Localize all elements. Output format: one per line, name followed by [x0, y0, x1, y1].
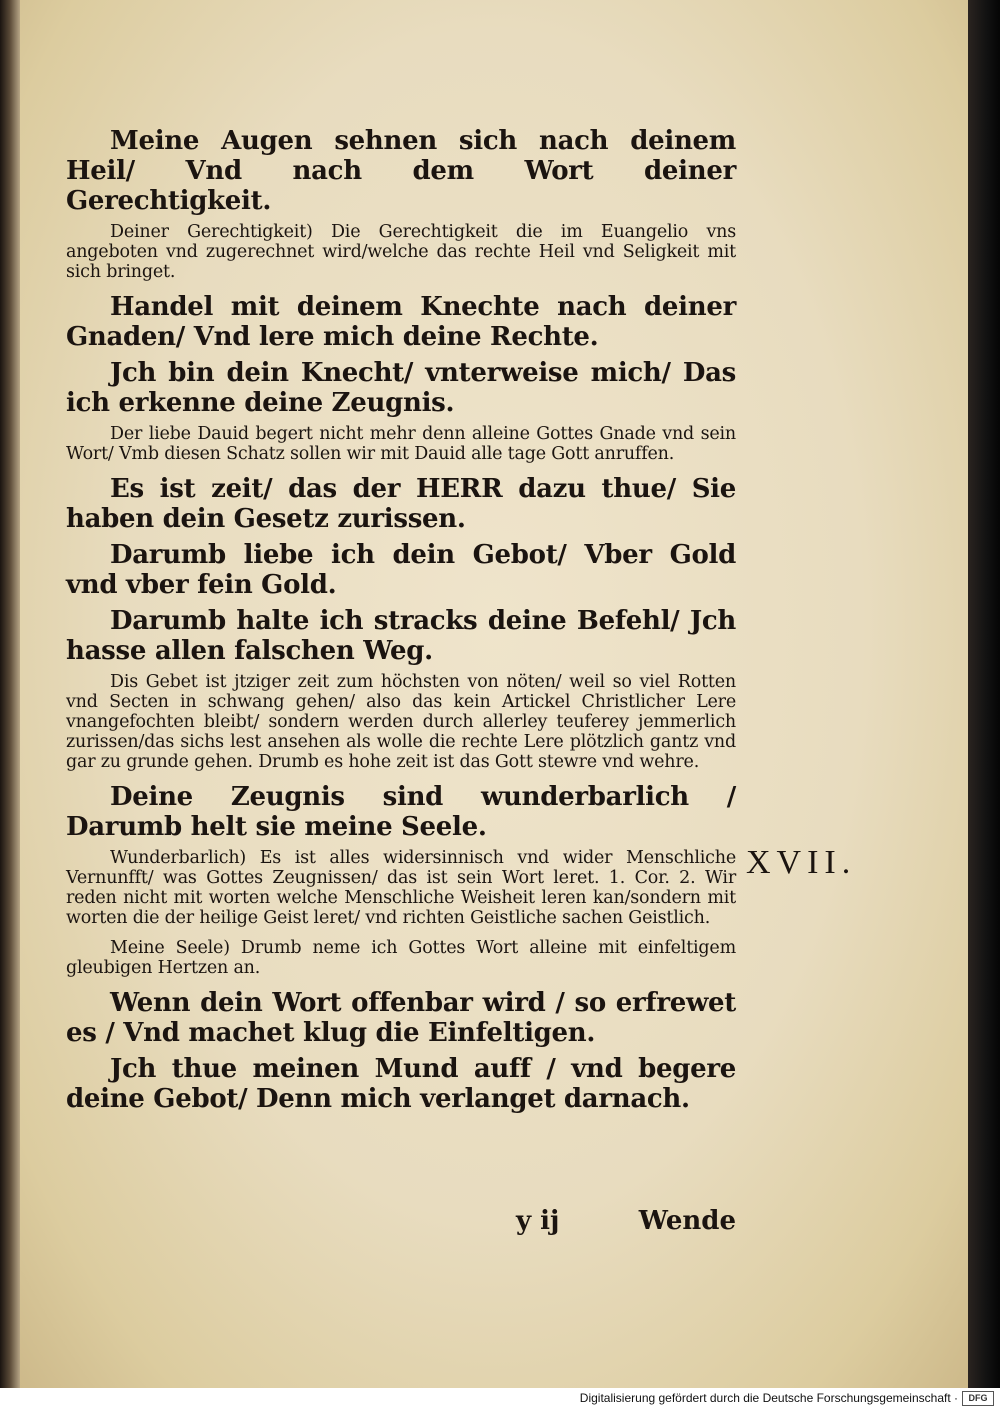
paper-page	[20, 0, 968, 1388]
footer-bar	[0, 1388, 1000, 1409]
catch-line	[66, 1206, 736, 1246]
verse-paragraph: Darumb halte ich stracks deine Befehl/ Jch hasse allen falschen Weg.	[66, 606, 736, 666]
gloss-paragraph: Meine Seele) Drumb neme ich Gottes Wort alleine mit einfeltigem gleubigen Hertzen an.	[66, 938, 736, 978]
gloss-paragraph: Deiner Gerechtigkeit) Die Gerechtigkeit die im Euangelio vns angeboten vnd zugerechnet wird/welche das rechte Heil vnd Seligkeit mit sich bringet.	[66, 222, 736, 282]
marginal-verse-number: XVII.	[746, 844, 857, 881]
gloss-paragraph: Dis Gebet ist jtziger zeit zum höchsten von nöten/ weil so viel Rotten vnd Secten in schwang gehen/ also das kein Artickel Christlicher Lere vnangefochten bleibt/ sondern werden durch allerley teuferey jemmerlich zurissen/das sichs lest ansehen als wolle die rechte Lere plötzlich gantz vnd gar zu grunde gehen. Drumb es hohe zeit ist das Gott stewre vnd wehre.	[66, 672, 736, 772]
gloss-paragraph: Wunderbarlich) Es ist alles widersinnisch vnd wider Menschliche Vernunfft/ was Gottes Zeugnissen/ das ist sein Wort leret. 1. Cor. 2. Wir reden nicht mit worten welche Menschliche Weisheit leren kan/sondern mit worten die der heilige Geist leret/ vnd richten Geistliche sachen Geistlich.	[66, 848, 736, 928]
signature-mark: y ij	[516, 1206, 560, 1236]
verse-paragraph: Meine Augen sehnen sich nach deinem Heil/ Vnd nach dem Wort deiner Gerechtigkeit.	[66, 126, 736, 216]
book-edge	[968, 0, 1000, 1388]
gloss-paragraph: Der liebe Dauid begert nicht mehr denn alleine Gottes Gnade vnd sein Wort/ Vmb diesen Schatz sollen wir mit Dauid alle tage Gott anruffen.	[66, 424, 736, 464]
text-column	[66, 126, 736, 1120]
verse-paragraph: Deine Zeugnis sind wunderbarlich / Darumb helt sie meine Seele.	[66, 782, 736, 842]
verse-paragraph: Wenn dein Wort offenbar wird / so erfrewet es / Vnd machet klug die Einfeltigen.	[66, 988, 736, 1048]
verse-paragraph: Handel mit deinem Knechte nach deiner Gnaden/ Vnd lere mich deine Rechte.	[66, 292, 736, 352]
verse-paragraph: Darumb liebe ich dein Gebot/ Vber Gold vnd vber fein Gold.	[66, 540, 736, 600]
book-gutter	[0, 0, 22, 1388]
verse-paragraph: Jch thue meinen Mund auff / vnd begere deine Gebot/ Denn mich verlanget darnach.	[66, 1054, 736, 1114]
footer-credit: Digitalisierung gefördert durch die Deutsche Forschungsgemeinschaft ·	[579, 1391, 958, 1405]
dfg-logo-icon: DFG	[962, 1391, 994, 1406]
catchword: Wende	[638, 1206, 736, 1236]
verse-paragraph: Jch bin dein Knecht/ vnterweise mich/ Das ich erkenne deine Zeugnis.	[66, 358, 736, 418]
verse-paragraph: Es ist zeit/ das der HERR dazu thue/ Sie haben dein Gesetz zurissen.	[66, 474, 736, 534]
